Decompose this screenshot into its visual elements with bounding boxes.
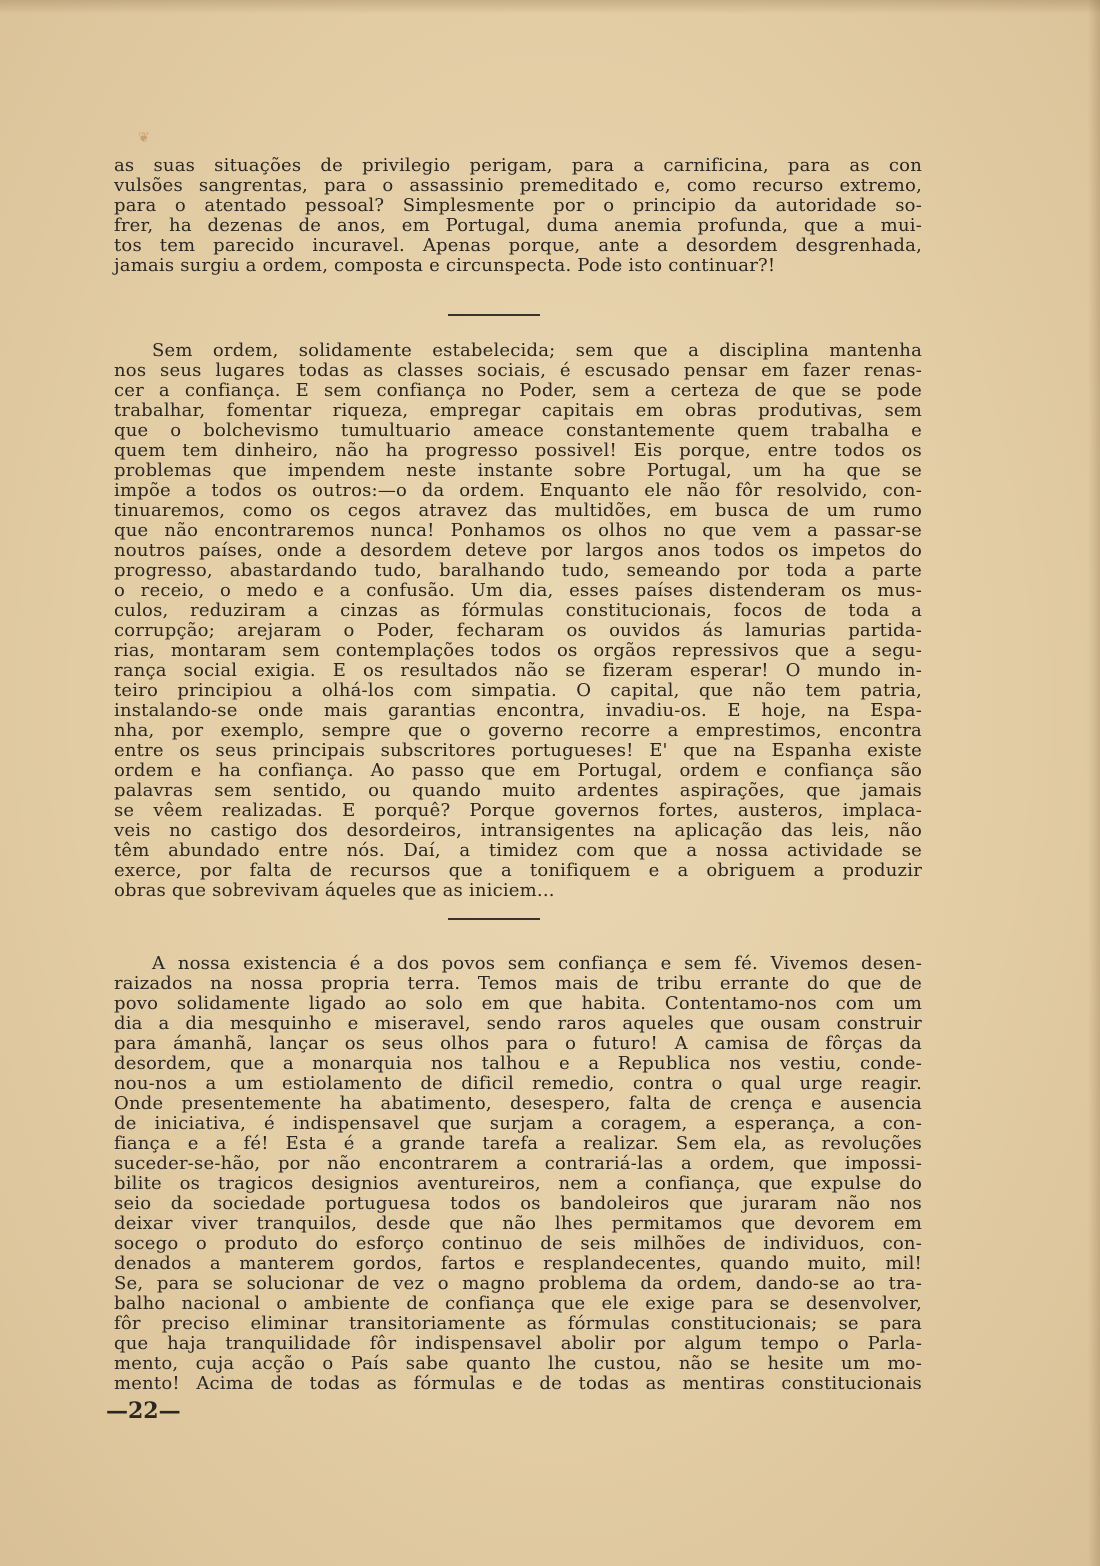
text-line: cer a confiança. E sem confiança no Poder, sem a certeza de que se pode xyxy=(114,380,922,401)
page-edge-shadow-right xyxy=(1088,0,1100,1566)
text-line: que não encontraremos nunca! Ponhamos os olhos no que vem a passar-se xyxy=(114,520,922,541)
text-line: corrupção; arejaram o Poder, fecharam os ouvidos ás lamurias partida- xyxy=(114,620,922,641)
text-line: jamais surgiu a ordem, composta e circunspecta. Pode isto continuar?! xyxy=(114,255,776,276)
text-line: seio da sociedade portuguesa todos os bandoleiros que juraram não nos xyxy=(114,1193,922,1214)
text-line: tos tem parecido incuravel. Apenas porque, ante a desordem desgrenhada, xyxy=(114,235,922,256)
text-line: para o atentado pessoal? Simplesmente por o principio da autoridade so- xyxy=(114,195,922,216)
text-line: bilite os tragicos designios aventureiros, nem a confiança, que expulse do xyxy=(114,1173,922,1194)
text-line: obras que sobrevivam áqueles que as iniciem... xyxy=(114,880,555,901)
text-line: Onde presentemente ha abatimento, desespero, falta de crença e ausencia xyxy=(114,1093,922,1114)
text-line: que haja tranquilidade fôr indispensavel abolir por algum tempo o Parla- xyxy=(114,1333,922,1354)
text-line: denados a manterem gordos, fartos e resplandecentes, quando muito, mil! xyxy=(114,1253,922,1274)
text-line: rias, montaram sem contemplações todos os orgãos repressivos que a segu- xyxy=(114,640,922,661)
text-line: se vêem realizadas. E porquê? Porque governos fortes, austeros, implaca- xyxy=(114,800,922,821)
page-edge-shadow-top xyxy=(0,0,1100,14)
text-line: problemas que impendem neste instante sobre Portugal, um ha que se xyxy=(114,460,922,481)
section-divider xyxy=(448,314,540,316)
text-line: povo solidamente ligado ao solo em que habita. Contentamo-nos com um xyxy=(114,993,922,1014)
paragraph-3 xyxy=(114,954,922,1394)
text-line: que o bolchevismo tumultuario ameace constantemente quem trabalha e xyxy=(114,420,922,441)
text-line: progresso, abastardando tudo, baralhando tudo, semeando por toda a parte xyxy=(114,560,922,581)
text-line: deixar viver tranquilos, desde que não lhes permitamos que devorem em xyxy=(114,1213,922,1234)
text-line: vulsões sangrentas, para o assassinio premeditado e, como recurso extremo, xyxy=(114,175,922,196)
text-line: mento! Acima de todas as fórmulas e de todas as mentiras constitucionais xyxy=(114,1373,922,1394)
text-line: noutros países, onde a desordem deteve por largos anos todos os impetos do xyxy=(114,540,922,561)
text-line: raizados na nossa propria terra. Temos mais de tribu errante do que de xyxy=(114,973,922,994)
text-line: entre os seus principais subscritores portugueses! E' que na Espanha existe xyxy=(114,740,922,761)
text-line: Se, para se solucionar de vez o magno problema da ordem, dando-se ao tra- xyxy=(114,1273,922,1294)
text-line: Sem ordem, solidamente estabelecida; sem que a disciplina mantenha xyxy=(152,340,922,361)
paragraph-2 xyxy=(114,341,922,901)
text-line: nos seus lugares todas as classes sociais, é escusado pensar em fazer renas- xyxy=(114,360,922,381)
text-line: palavras sem sentido, ou quando muito ardentes aspirações, que jamais xyxy=(114,780,922,801)
text-line: suceder-se-hão, por não encontrarem a contrariá-las a ordem, que impossi- xyxy=(114,1153,922,1174)
text-line: o receio, o medo e a confusão. Um dia, esses países distenderam os mus- xyxy=(114,580,922,601)
text-line: instalando-se onde mais garantias encontra, invadiu-os. E hoje, na Espa- xyxy=(114,700,922,721)
text-line: exerce, por falta de recursos que a tonifiquem e a obriguem a produzir xyxy=(114,860,922,881)
page-number: —22— xyxy=(106,1398,181,1424)
text-line: fiança e a fé! Esta é a grande tarefa a realizar. Sem ela, as revoluções xyxy=(114,1133,922,1154)
section-divider xyxy=(448,918,540,920)
text-line: fôr preciso eliminar transitoriamente as fórmulas constitucionais; se para xyxy=(114,1313,922,1334)
text-line: nha, por exemplo, sempre que o governo recorre a emprestimos, encontra xyxy=(114,720,922,741)
text-line: de iniciativa, é indispensavel que surjam a coragem, a esperança, a con- xyxy=(114,1113,922,1134)
text-line: as suas situações de privilegio perigam, para a carnificina, para as con xyxy=(114,155,922,176)
text-line: quem tem dinheiro, não ha progresso possivel! Eis porque, entre todos os xyxy=(114,440,922,461)
text-line: mento, cuja acção o País sabe quanto lhe custou, não se hesite um mo- xyxy=(114,1353,922,1374)
text-line: culos, reduziram a cinzas as fórmulas constitucionais, focos de toda a xyxy=(114,600,922,621)
text-line: teiro principiou a olhá-los com simpatia. O capital, que não tem patria, xyxy=(114,680,922,701)
text-line: impõe a todos os outros:—o da ordem. Enquanto ele não fôr resolvido, con- xyxy=(114,480,922,501)
text-line: A nossa existencia é a dos povos sem confiança e sem fé. Vivemos desen- xyxy=(152,953,922,974)
text-line: tinuaremos, como os cegos atravez das multidões, em busca de um rumo xyxy=(114,500,922,521)
text-line: ordem e ha confiança. Ao passo que em Portugal, ordem e confiança são xyxy=(114,760,922,781)
text-line: para ámanhã, lançar os seus olhos para o futuro! A camisa de fôrças da xyxy=(114,1033,922,1054)
text-line: trabalhar, fomentar riqueza, empregar capitais em obras produtivas, sem xyxy=(114,400,922,421)
paragraph-1 xyxy=(114,156,922,276)
text-line: desordem, que a monarquia nos talhou e a Republica nos vestiu, conde- xyxy=(114,1053,922,1074)
text-line: rança social exigia. E os resultados não se fizeram esperar! O mundo in- xyxy=(114,660,922,681)
text-line: têm abundado entre nós. Daí, a timidez com que a nossa actividade se xyxy=(114,840,922,861)
text-line: balho nacional o ambiente de confiança que ele exige para se desenvolver, xyxy=(114,1293,922,1314)
text-line: socego o produto do esforço continuo de seis milhões de individuos, con- xyxy=(114,1233,922,1254)
text-line: veis no castigo dos desordeiros, intransigentes na aplicação das leis, não xyxy=(114,820,922,841)
text-line: frer, ha dezenas de anos, em Portugal, duma anemia profunda, que a mui- xyxy=(114,215,922,236)
ornament-mark: ❦ xyxy=(138,130,150,146)
text-line: nou-nos a um estiolamento de dificil remedio, contra o qual urge reagir. xyxy=(114,1073,922,1094)
text-line: dia a dia mesquinho e miseravel, sendo raros aqueles que ousam construir xyxy=(114,1013,922,1034)
